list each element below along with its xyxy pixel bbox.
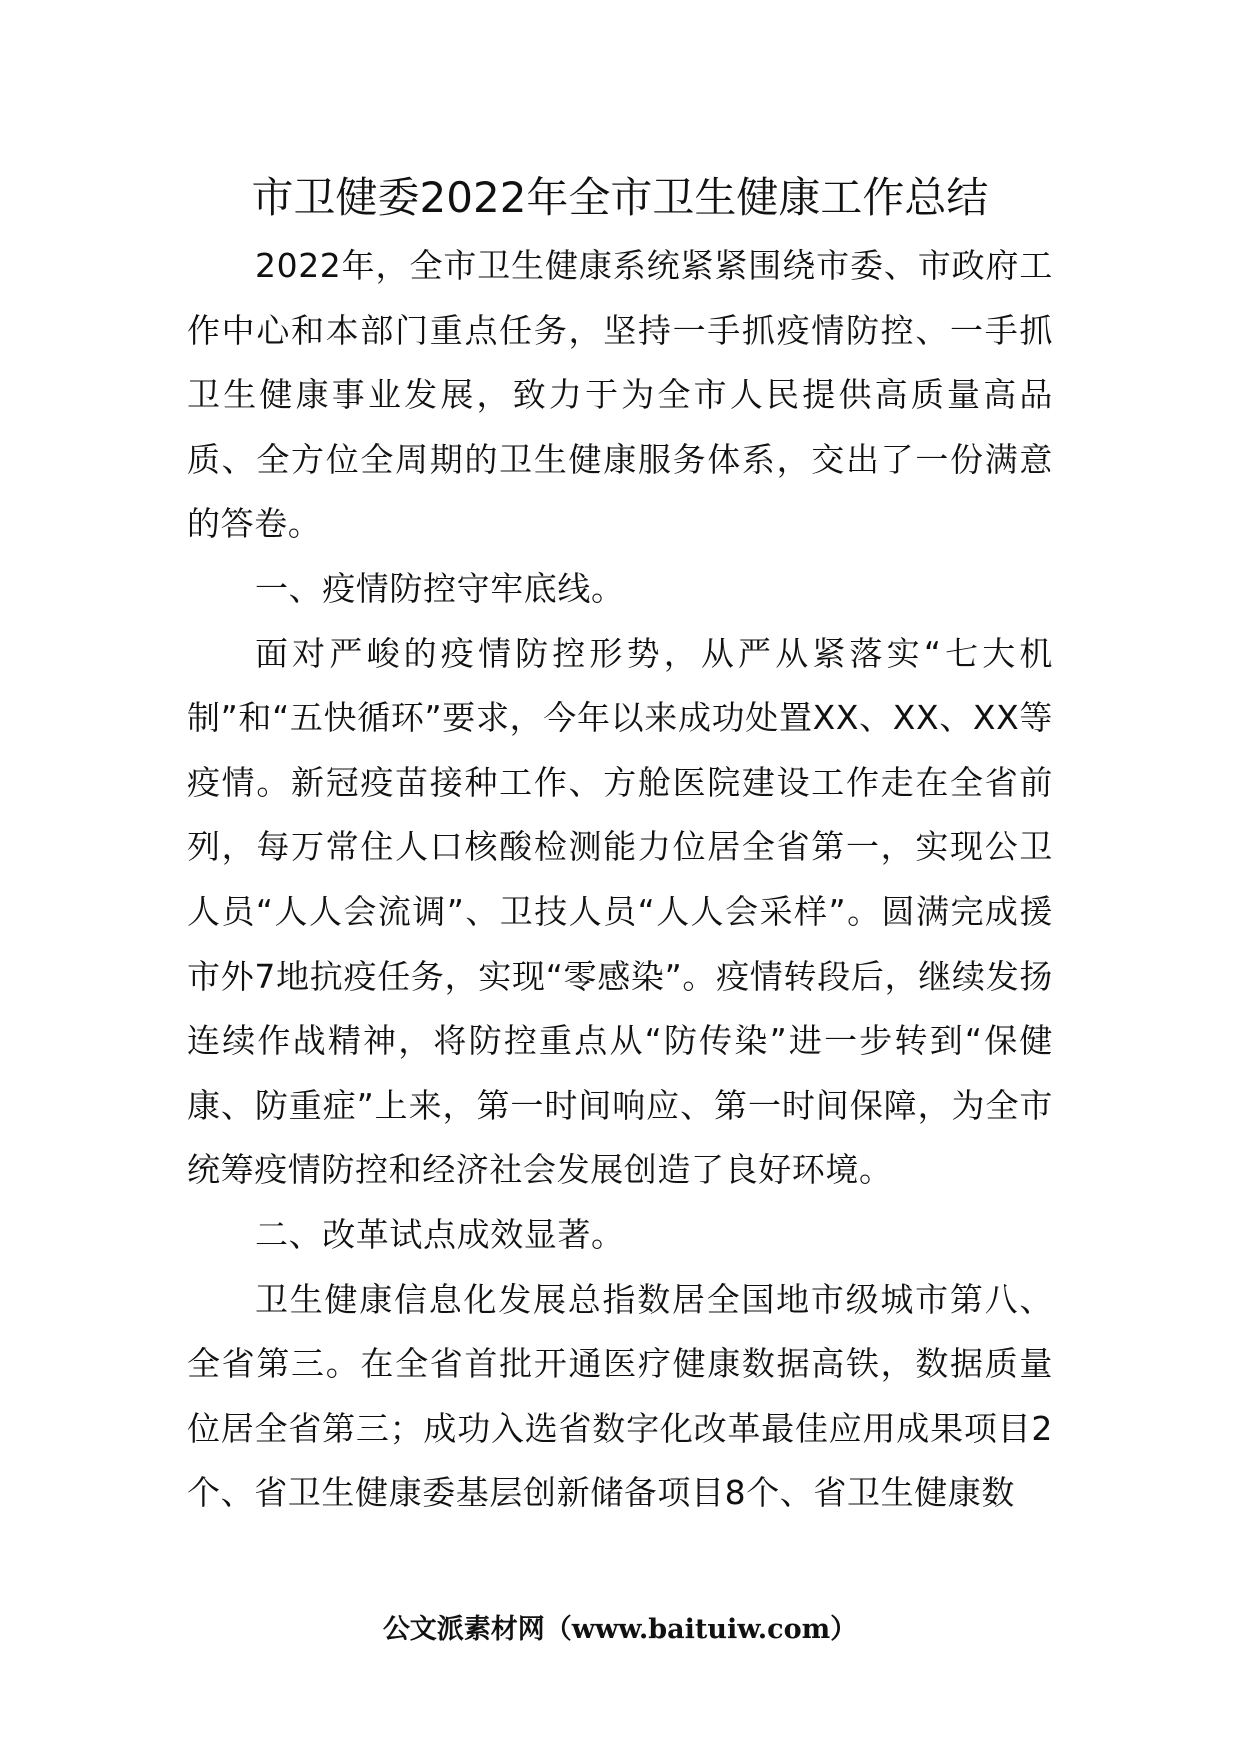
footer-watermark: 公文派素材网（www.baituiw.com） <box>382 1614 858 1645</box>
paragraph-epidemic-control: 面对严峻的疫情防控形势，从严从紧落实“七大机制”和“五快循环”要求，今年以来成功处置XX、XX、XX等疫情。新冠疫苗接种工作、方舱医院建设工作走在全省前列，每万常住人口核酸检测能力位居全省第一，实现公卫人员“人人会流调”、卫技人员“人人会采样”。圆满完成援市外7地抗疫任务，实现“零感染”。疫情转段后，继续发扬连续作战精神，将防控重点从“防传染”进一步转到“保健康、防重症”上来，第一时间响应、第一时间保障，为全市统筹疫情防控和经济社会发展创造了良好环境。 <box>187 633 1053 1190</box>
document-body <box>187 234 1053 1526</box>
section-heading-epidemic: 一、疫情防控守牢底线。 <box>255 568 625 608</box>
section-heading-reform: 二、改革试点成效显著。 <box>255 1214 625 1254</box>
paragraph-reform-results: 卫生健康信息化发展总指数居全国地市级城市第八、全省第三。在全省首批开通医疗健康数据高铁，数据质量位居全省第三；成功入选省数字化改革最佳应用成果项目2个、省卫生健康委基层创新储备项目8个、省卫生健康数 <box>187 1279 1053 1513</box>
document-title: 市卫健委2022年全市卫生健康工作总结 <box>251 173 989 222</box>
paragraph-intro: 2022年，全市卫生健康系统紧紧围绕市委、市政府工作中心和本部门重点任务，坚持一手抓疫情防控、一手抓卫生健康事业发展，致力于为全市人民提供高质量高品质、全方位全周期的卫生健康服务体系，交出了一份满意的答卷。 <box>187 246 1053 544</box>
